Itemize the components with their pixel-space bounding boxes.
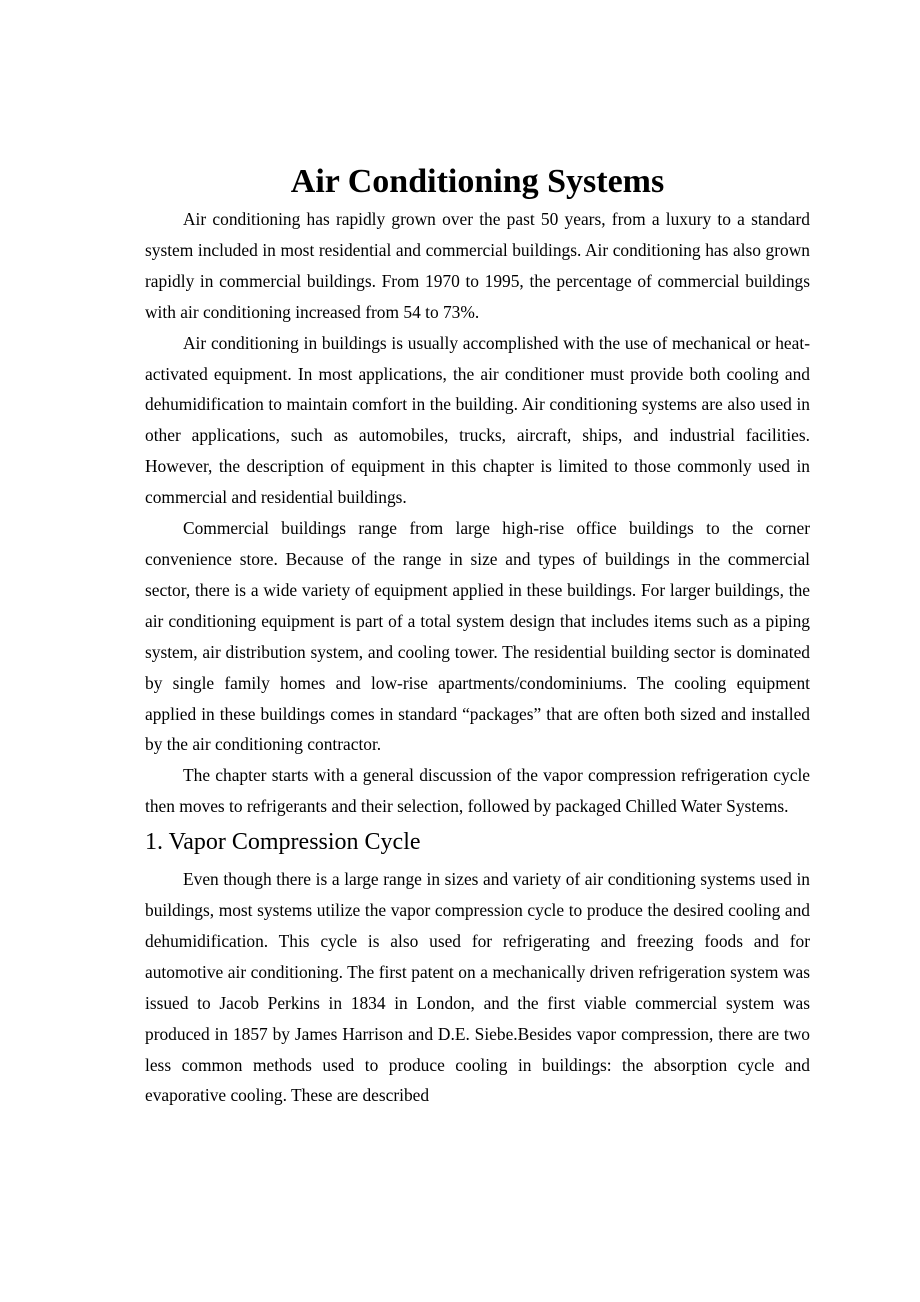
section-1-paragraph: Even though there is a large range in sizes and variety of air conditioning systems used in buildings, most systems utilize the vapor compression cycle to produce the desired cooling and dehumidification. This cycle is also used for refrigerating and freezing foods and for automotive air conditioning. The first patent on a mechanically driven refrigeration system was issued to Jacob Perkins in 1834 in London, and the first viable commercial system was produced in 1857 by James Harrison and D.E. Siebe.Besides vapor compression, there are two less common methods used to produce cooling in buildings: the absorption cycle and evaporative cooling. These are described (145, 869, 810, 1106)
intro-paragraph-2: Air conditioning in buildings is usually accomplished with the use of mechanical or heat-activated equipment. In most applications, the air conditioner must provide both cooling and dehumidification to maintain comfort in the building. Air conditioning systems are also used in other applications, such as automobiles, trucks, aircraft, ships, and industrial facilities. However, the description of equipment in this chapter is limited to those commonly used in commercial and residential buildings. (145, 332, 810, 508)
intro-paragraph-1: Air conditioning has rapidly grown over the past 50 years, from a luxury to a standard system included in most residential and commercial buildings. Air conditioning has also grown rapidly in commercial buildings. From 1970 to 1995, the percentage of commercial buildings with air conditioning increased from 54 to 73%. (145, 209, 810, 322)
document-page (145, 160, 810, 1111)
section-heading-vapor-compression: 1. Vapor Compression Cycle (145, 829, 421, 856)
intro-paragraph-3: Commercial buildings range from large high-rise office buildings to the corner convenience store. Because of the range in size and types of buildings in the commercial sector, there is a wide variety of equipment applied in these buildings. For larger buildings, the air conditioning equipment is part of a total system design that includes items such as a piping system, air distribution system, and cooling tower. The residential building sector is dominated by single family homes and low-rise apartments/condominiums. The cooling equipment applied in these buildings comes in standard “packages” that are often both sized and installed by the air conditioning contractor. (145, 518, 810, 755)
document-title: Air Conditioning Systems (290, 163, 665, 200)
intro-paragraph-4: The chapter starts with a general discussion of the vapor compression refrigeration cycle then moves to refrigerants and their selection, followed by packaged Chilled Water Systems. (145, 765, 810, 817)
